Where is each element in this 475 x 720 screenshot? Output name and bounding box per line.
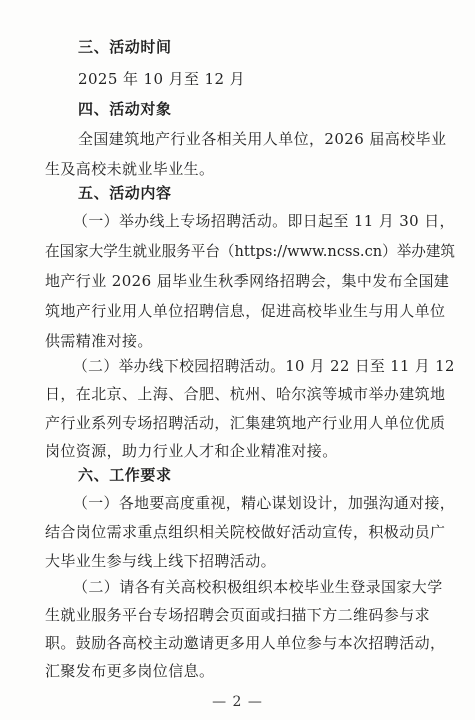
paragraph-line: 汇聚发布更多岗位信息。 <box>45 662 215 680</box>
section-heading-activity-target: 四、活动对象 <box>78 100 172 118</box>
paragraph-line: 在国家大学生就业服务平台（https://www.ncss.cn）举办建筑 <box>45 242 456 260</box>
paragraph-line: 大毕业生参与线上线下招聘活动。 <box>45 552 277 570</box>
paragraph-line: （一）各地要高度重视，精心谋划设计，加强沟通对接， <box>73 494 456 512</box>
paragraph-line: 生就业服务平台专场招聘会页面或扫描下方二维码参与求 <box>45 606 431 624</box>
paragraph-line: 地产行业 2026 届毕业生秋季网络招聘会，集中发布全国建 <box>45 272 450 290</box>
paragraph-line: 2025 年 10 月至 12 月 <box>78 70 245 88</box>
paragraph-line: 供需精准对接。 <box>45 332 153 350</box>
paragraph-line: 结合岗位需求重点组织相关院校做好活动宣传，积极动员广 <box>45 523 446 541</box>
paragraph-line: （二）举办线下校园招聘活动。10 月 22 日至 11 月 12 <box>73 357 455 375</box>
paragraph-line: 筑地产行业用人单位招聘信息，促进高校毕业生与用人单位 <box>45 302 446 320</box>
paragraph-line: 日，在北京、上海、合肥、杭州、哈尔滨等城市举办建筑地 <box>45 385 446 403</box>
paragraph-line: （一）举办线上专场招聘活动。即日起至 11 月 30 日， <box>73 212 455 230</box>
paragraph-line: 生及高校未就业毕业生。 <box>45 160 215 178</box>
paragraph-line: （二）请各有关高校积极组织本校毕业生登录国家大学 <box>73 578 443 596</box>
paragraph-line: 全国建筑地产行业各相关用人单位，2026 届高校毕业 <box>78 130 447 148</box>
paragraph-line: 产行业系列专场招聘活动，汇集建筑地产行业用人单位优质 <box>45 414 446 432</box>
section-heading-work-requirements: 六、工作要求 <box>78 466 172 484</box>
section-heading-activity-content: 五、活动内容 <box>78 184 172 202</box>
section-heading-activity-time: 三、活动时间 <box>78 38 172 56</box>
page-number: — 2 — <box>212 694 263 710</box>
paragraph-line: 岗位资源，助力行业人才和企业精准对接。 <box>45 442 338 460</box>
paragraph-line: 职。鼓励各高校主动邀请更多用人单位参与本次招聘活动， <box>45 634 446 652</box>
